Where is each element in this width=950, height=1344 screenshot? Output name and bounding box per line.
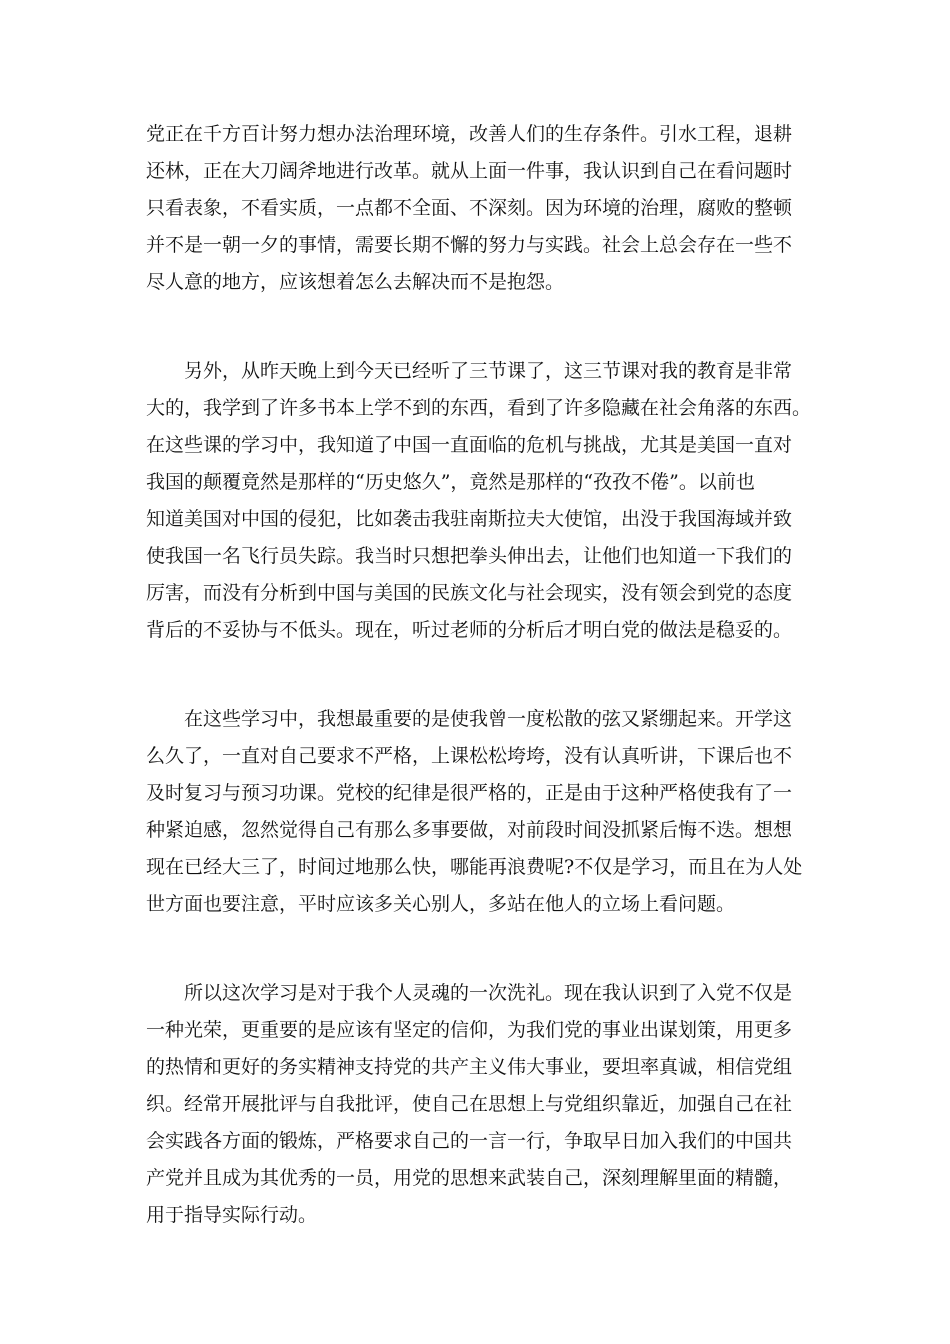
paragraph-line: 大的，我学到了许多书本上学不到的东西，看到了许多隐藏在社会角落的东西。 [146,397,812,419]
paragraph-line: 种紧迫感，忽然觉得自己有那么多事要做，对前段时间没抓紧后悔不迭。想想 [146,819,793,841]
paragraph-line: 一种光荣，更重要的是应该有坚定的信仰，为我们党的事业出谋划策，用更多 [146,1019,793,1041]
paragraph-line: 我国的颠覆竟然是那样的“历史悠久”，竟然是那样的“孜孜不倦”。以前也 [146,471,755,493]
paragraph-line: 产党并且成为其优秀的一员，用党的思想来武装自己，深刻理解里面的精髓， [146,1167,793,1189]
paragraph-line: 另外，从昨天晚上到今天已经听了三节课了，这三节课对我的教育是非常 [184,360,793,382]
paragraph-4 [146,975,816,1234]
paragraph-line: 用于指导实际行动。 [146,1204,318,1226]
paragraph-2 [146,353,816,649]
paragraph-line: 只看表象，不看实质，一点都不全面、不深刻。因为环境的治理，腐败的整顿 [146,197,793,219]
paragraph-line: 会实践各方面的锻炼，严格要求自己的一言一行，争取早日加入我们的中国共 [146,1130,793,1152]
paragraph-line: 党正在千方百计努力想办法治理环境，改善人们的生存条件。引水工程，退耕 [146,123,793,145]
paragraph-line: 尽人意的地方，应该想着怎么去解决而不是抱怨。 [146,271,565,293]
paragraph-line: 所以这次学习是对于我个人灵魂的一次洗礼。现在我认识到了入党不仅是 [184,982,793,1004]
paragraph-line: 的热情和更好的务实精神支持党的共产主义伟大事业，要坦率真诚，相信党组 [146,1056,793,1078]
paragraph-1 [146,116,816,301]
paragraph-line: 知道美国对中国的侵犯，比如袭击我驻南斯拉夫大使馆，出没于我国海域并致 [146,508,793,530]
paragraph-line: 世方面也要注意，平时应该多关心别人，多站在他人的立场上看问题。 [146,893,736,915]
paragraph-line: 及时复习与预习功课。党校的纪律是很严格的，正是由于这种严格使我有了一 [146,782,793,804]
paragraph-line: 还林，正在大刀阔斧地进行改革。就从上面一件事，我认识到自己在看问题时 [146,160,793,182]
document-body [146,116,816,1286]
paragraph-line: 使我国一名飞行员失踪。我当时只想把拳头伸出去，让他们也知道一下我们的 [146,545,793,567]
paragraph-line: 现在已经大三了，时间过地那么快，哪能再浪费呢?不仅是学习，而且在为人处 [146,856,803,878]
paragraph-line: 么久了，一直对自己要求不严格，上课松松垮垮，没有认真听讲，下课后也不 [146,745,793,767]
paragraph-line: 织。经常开展批评与自我批评，使自己在思想上与党组织靠近，加强自己在社 [146,1093,793,1115]
paragraph-line: 背后的不妥协与不低头。现在，听过老师的分析后才明白党的做法是稳妥的。 [146,619,793,641]
paragraph-line: 并不是一朝一夕的事情，需要长期不懈的努力与实践。社会上总会存在一些不 [146,234,793,256]
paragraph-line: 厉害，而没有分析到中国与美国的民族文化与社会现实，没有领会到党的态度 [146,582,793,604]
paragraph-3 [146,701,816,923]
paragraph-line: 在这些课的学习中，我知道了中国一直面临的危机与挑战，尤其是美国一直对 [146,434,793,456]
paragraph-line: 在这些学习中，我想最重要的是使我曾一度松散的弦又紧绷起来。开学这 [184,708,793,730]
